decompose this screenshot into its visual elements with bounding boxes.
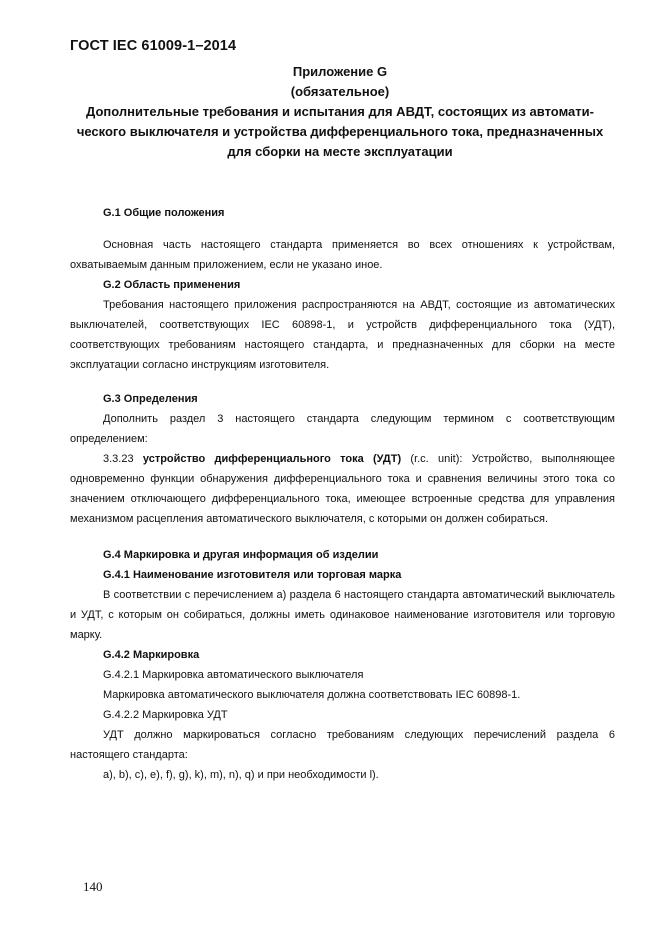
appendix-status: (обязательное) — [290, 84, 390, 99]
term-definition — [70, 449, 615, 529]
section-g41-text: В соответствии с перечислением а) раздела 6 настоящего стандарта автоматический выключатель и УДТ, с которым он собираться, должны иметь одинаковое наименование изготовителя или торговую марку. — [70, 589, 615, 641]
section-g421-text: Маркировка автоматического выключателя должна соответствовать IEC 60898-1. — [103, 689, 521, 701]
term-description: (r.c. unit): Устройство, выполняющее одновременно функции обнаружения дифференциального тока и сравнения величины этого тока со значением отключающего дифференциального тока, имеющее встроенные средства для управления механизмом расцепления автоматического выключателя, с которыми он должен собираться. — [70, 453, 616, 525]
section-g2-text: Требования настоящего приложения распространяются на АВДТ, состоящие из автоматических выключателей, соответствующих IEC 60898-1, и устройств дифференциального тока (УДТ), соответствующих требованиям настоящего стандарта, и предназначенных для сборки на месте эксплуатации согласно инструкциям изготовителя. — [70, 299, 615, 371]
section-g42-title: G.4.2 Маркировка — [103, 649, 200, 661]
document-body — [70, 203, 615, 785]
section-g2-title: G.2 Область применения — [103, 279, 241, 291]
appendix-heading-line-1: Дополнительные требования и испытания для АВДТ, состоящих из автомати- — [86, 104, 594, 119]
section-g3-title: G.3 Определения — [103, 393, 198, 405]
section-g1-text: Основная часть настоящего стандарта применяется во всех отношениях к устройствам, охватываемым данным приложением, если не указано иное. — [70, 239, 615, 271]
section-g1-title: G.1 Общие положения — [103, 207, 225, 219]
section-g422-text: УДТ должно маркироваться согласно требованиям следующих перечислений раздела 6 настоящего стандарта: — [70, 729, 615, 761]
section-g4-title: G.4 Маркировка и другая информация об изделии — [103, 549, 379, 561]
page-number: 140 — [83, 879, 103, 894]
section-g3-text: Дополнить раздел 3 настоящего стандарта следующим термином с соответствующим определением: — [70, 413, 615, 445]
term-number: 3.3.23 — [103, 453, 134, 465]
standard-header: ГОСТ IEC 61009-1–2014 — [70, 38, 237, 54]
section-g422-title: G.4.2.2 Маркировка УДТ — [103, 709, 228, 721]
term-name: устройство дифференциального тока (УДТ) — [142, 453, 402, 465]
appendix-title: Приложение G — [292, 64, 388, 79]
appendix-heading-line-3: для сборки на месте эксплуатации — [227, 144, 453, 159]
section-g41-title: G.4.1 Наименование изготовителя или торговая марка — [103, 569, 402, 581]
section-g421-title: G.4.2.1 Маркировка автоматического выключателя — [103, 669, 364, 681]
appendix-heading-line-2: ческого выключателя и устройства дифференциального тока, предназначенных — [76, 124, 604, 139]
appendix-heading — [60, 62, 620, 162]
section-g422-list: a), b), c), e), f), g), k), m), n), q) и при необходимости l). — [103, 769, 379, 781]
